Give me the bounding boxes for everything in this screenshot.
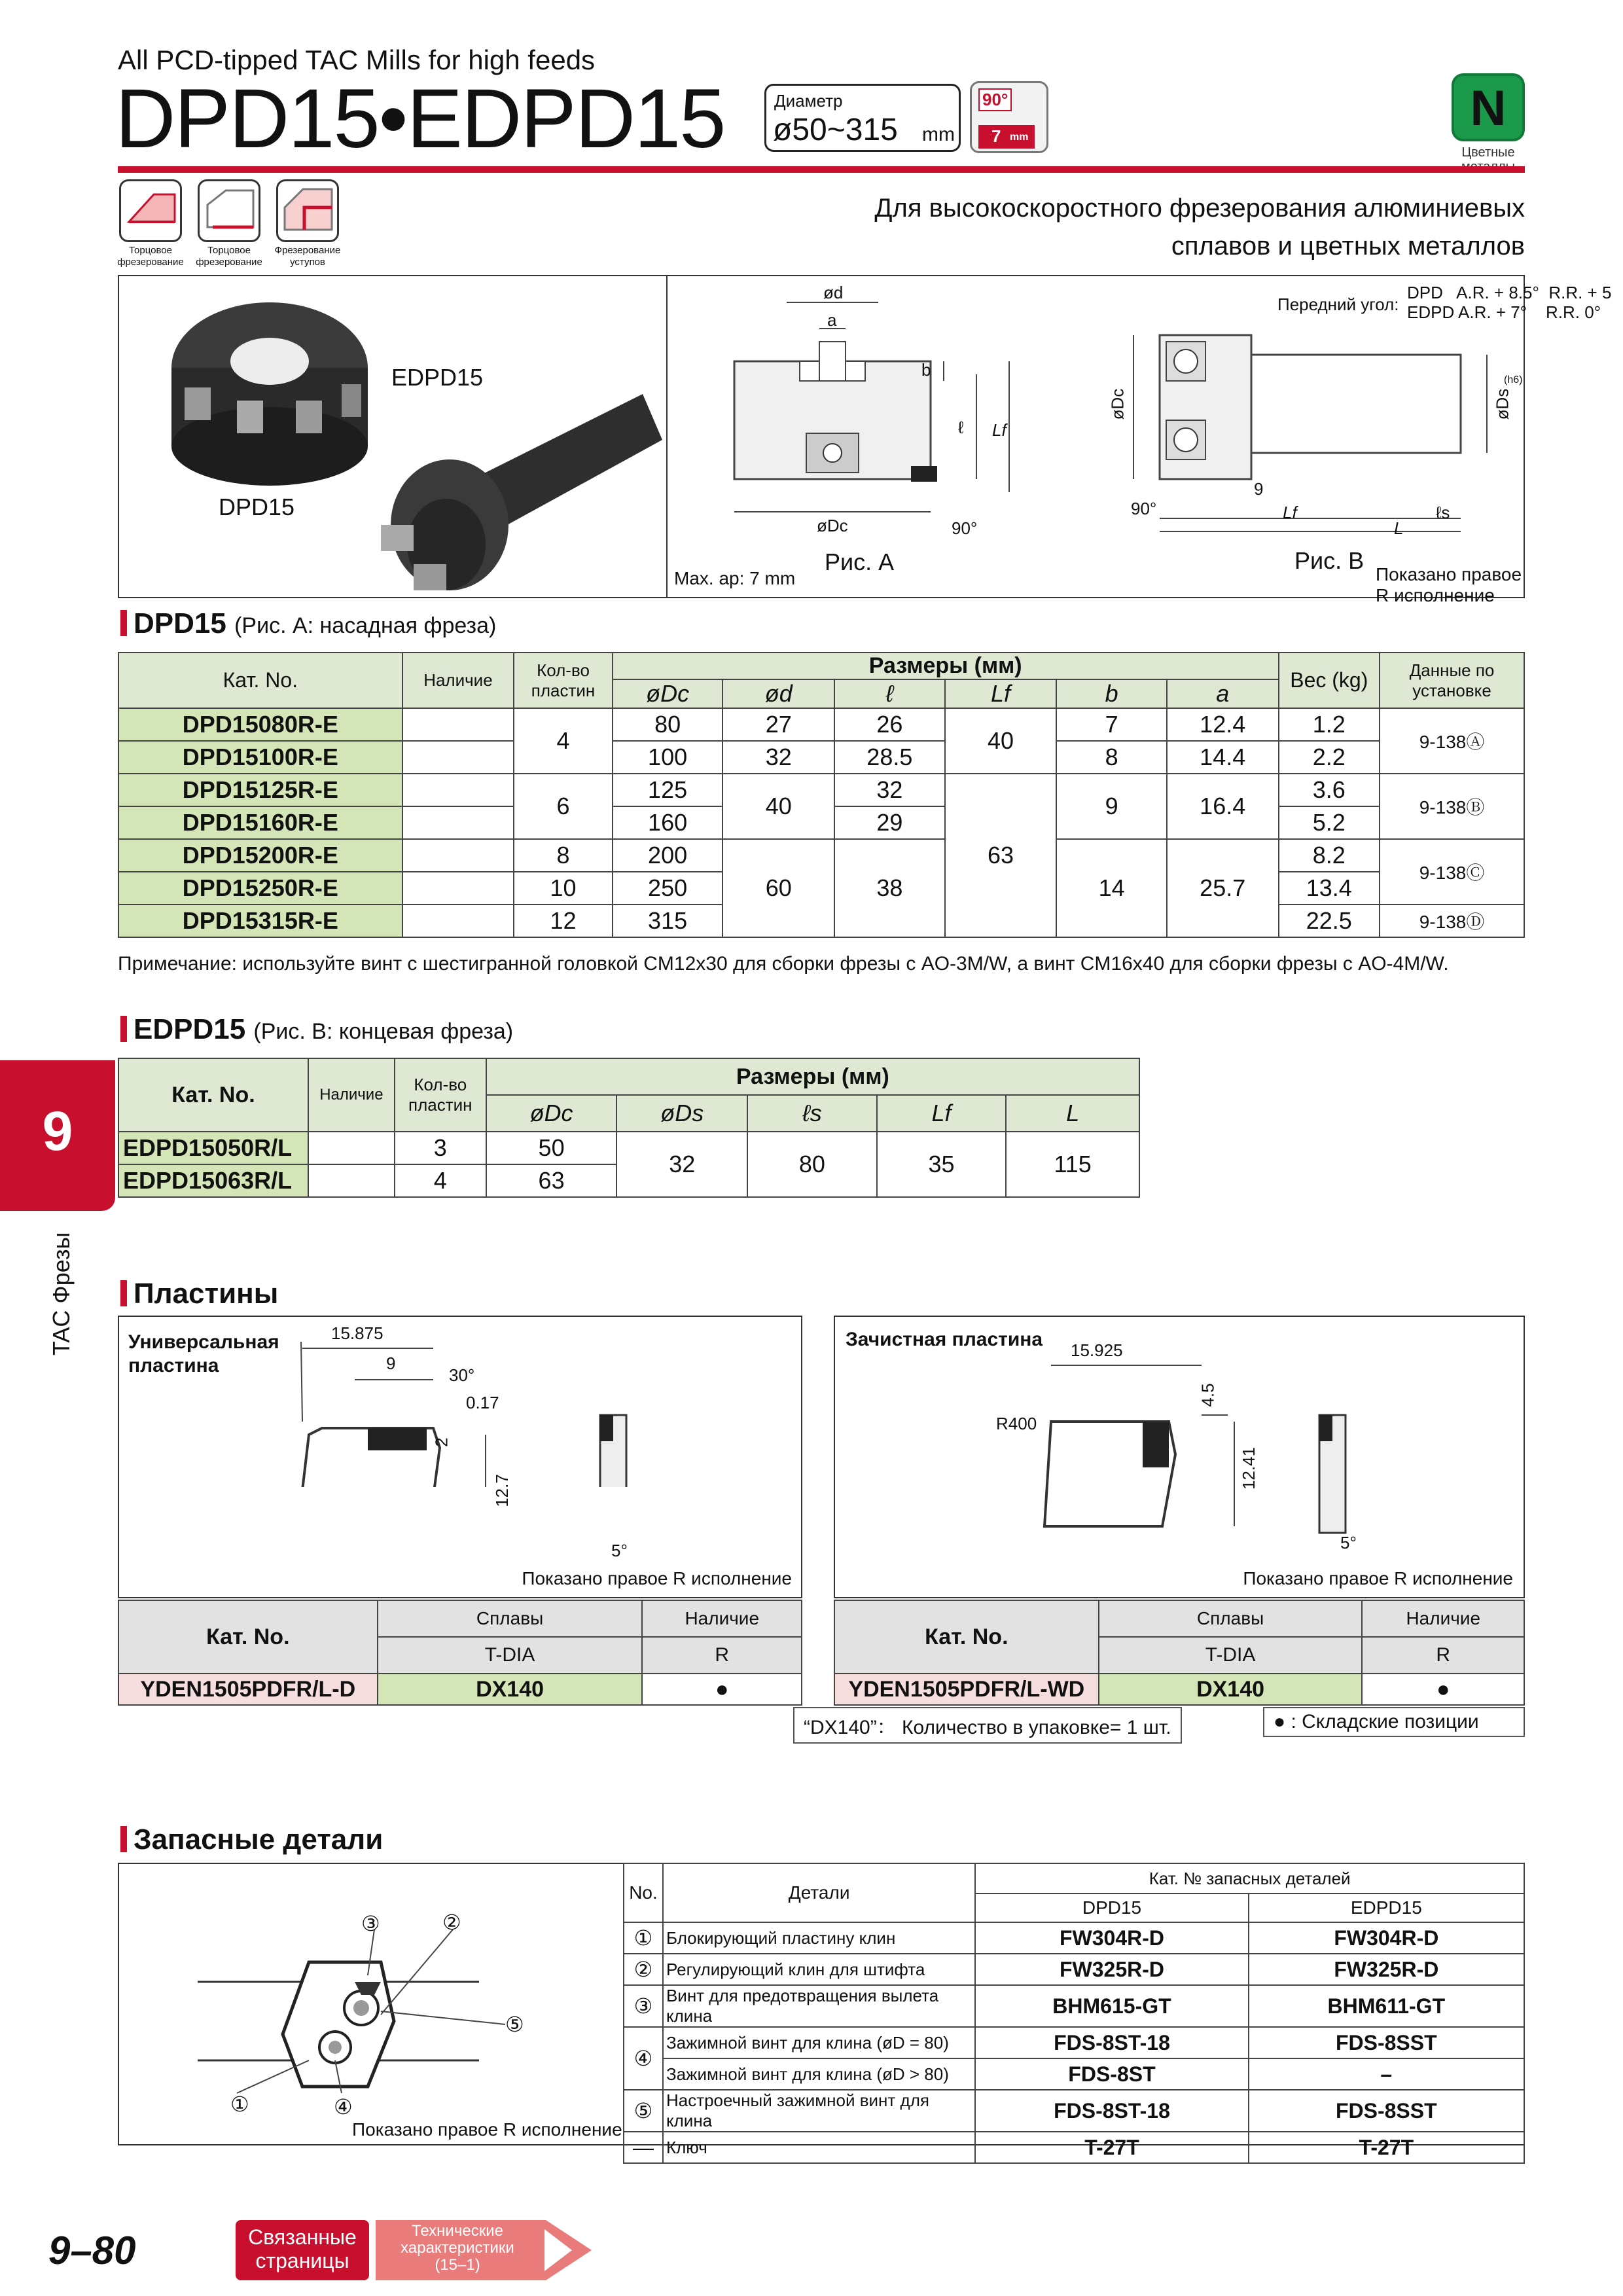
spare-parts-table	[623, 1863, 1525, 2164]
header-rule	[118, 166, 1525, 173]
edpd15-row-2-dc: 63	[486, 1164, 617, 1197]
edpd15-row-1-stock	[308, 1132, 395, 1164]
dpd15-row-4-dc: 160	[613, 806, 723, 839]
fig-a-dim-l: ℓ	[958, 418, 964, 437]
dpd15-inserts-10: 10	[514, 872, 613, 905]
application-label-2: Торцовое фрезерование	[196, 245, 262, 268]
insert-universal-panel	[118, 1316, 802, 1598]
pack-note: “DX140”： Количество в упаковке= 1 шт.	[793, 1707, 1182, 1744]
edpd15-title-text: EDPD15	[134, 1013, 246, 1045]
spare-parts-note: Показано правое R исполнение	[352, 2119, 622, 2140]
stock-note: ● : Складские позиции	[1263, 1707, 1525, 1737]
insert-universal-note: Показано правое R исполнение	[522, 1568, 792, 1588]
dpd15-row-2-weight: 2.2	[1279, 741, 1380, 774]
dpd15-title-text: DPD15	[134, 607, 226, 639]
dpd15-row-2-d: 32	[722, 741, 834, 774]
spare-row-7-part: Ключ	[663, 2132, 975, 2163]
application-icons	[110, 179, 352, 271]
dpd15-d-60: 60	[722, 839, 834, 937]
edpd15-row-1-dc: 50	[486, 1132, 617, 1164]
dpd15-a-164: 16.4	[1167, 774, 1279, 839]
face-milling-icon	[119, 179, 182, 242]
edpd15-header-ls: ℓs	[747, 1095, 877, 1132]
dpd15-subtitle: (Рис. A: насадная фреза)	[234, 613, 497, 638]
diameter-badge	[764, 84, 961, 152]
fig-b-dim-angle: 90°	[1131, 499, 1157, 518]
spare-row-2-dpd: FW325R-D	[975, 1954, 1248, 1985]
dpd15-b-14: 14	[1056, 839, 1167, 937]
dpd15-header-a: a	[1167, 679, 1279, 708]
dpd15-row-4-weight: 5.2	[1279, 806, 1380, 839]
dpd15-note: Примечание: используйте винт с шестигранной головкой CM12x30 для сборки фрезы с AO-3M/W, а винт CM16x40 для сборки фрезы с AO-4M/W.	[118, 953, 1449, 975]
tech-specs-line-1: Технические	[412, 2222, 503, 2240]
callout-2: ②	[442, 1910, 461, 1934]
edpd15-subtitle: (Рис. B: концевая фреза)	[253, 1019, 514, 1044]
spare-row-1-dpd: FW304R-D	[975, 1922, 1248, 1954]
dpd15-header-dims: Размеры (мм)	[613, 653, 1279, 679]
uni-header-alloy: Сплавы	[378, 1600, 643, 1637]
wiper-header-cat: Кат. No.	[834, 1600, 1099, 1674]
dpd15-row-1-d: 27	[722, 708, 834, 741]
insert-wiper-table	[834, 1600, 1525, 1706]
spare-row-7-no: —	[624, 2132, 663, 2163]
wiper-header-alloy-sub: T-DIA	[1099, 1637, 1363, 1674]
related-pages-button[interactable]	[236, 2220, 369, 2280]
wiper-dim-h: 12.41	[1239, 1446, 1259, 1490]
dpd15-row-1-dc: 80	[613, 708, 723, 741]
dpd15-row-2-l: 28.5	[834, 741, 945, 774]
spare-header-no: No.	[624, 1863, 663, 1922]
edpd15-l: 115	[1006, 1132, 1139, 1197]
wiper-row-cat: YDEN1505PDFR/L-WD	[834, 1674, 1099, 1705]
wiper-dim-rel: 5°	[1340, 1533, 1357, 1552]
spare-row-7-dpd: T-27T	[975, 2132, 1248, 2163]
face-milling-2-graphic	[200, 181, 259, 240]
edpd15-row-1-cat: EDPD15050R/L	[118, 1132, 308, 1164]
uni-row-stock: ●	[642, 1674, 802, 1705]
callout-4: ④	[334, 2095, 353, 2119]
fig-a-dim-lf: Lf	[992, 420, 1007, 440]
diameter-unit: mm	[922, 124, 955, 145]
photo-label-edpd15: EDPD15	[391, 364, 484, 391]
angle-depth-icon	[970, 81, 1048, 153]
spare-row-3-dpd: BHM615-GT	[975, 1985, 1248, 2027]
spare-row-4-dpd: FDS-8ST-18	[975, 2027, 1248, 2058]
edpd15-lf: 35	[877, 1132, 1007, 1197]
insert-universal-name-2: пластина	[128, 1355, 219, 1376]
dpd15-header-inserts: Кол-во пластин	[514, 653, 613, 708]
fig-b-dim-dc: øDc	[1107, 388, 1128, 420]
figures-panel	[118, 275, 1612, 605]
dpd15-inserts-12: 12	[514, 905, 613, 937]
dpd15-header-stock: Наличие	[402, 653, 514, 708]
dpd15-row-2-cat: DPD15100R-E	[118, 741, 402, 774]
spare-row-4-part: Зажимной винт для клина (øD = 80)	[663, 2027, 975, 2058]
spare-row-5-part: Зажимной винт для клина (øD > 80)	[663, 2058, 975, 2090]
rake-dpd: DPD A.R. + 8.5° R.R. + 5	[1407, 283, 1612, 302]
dpd15-row-4-cat: DPD15160R-E	[118, 806, 402, 839]
spare-row-1-part: Блокирующий пластину клин	[663, 1922, 975, 1954]
wiper-header-alloy: Сплавы	[1099, 1600, 1363, 1637]
uni-dim-r: 0.17	[466, 1393, 499, 1412]
spare-row-5-dpd: FDS-8ST	[975, 2058, 1248, 2090]
depth-value: 7	[991, 126, 1001, 146]
insert-universal-name-1: Универсальная	[128, 1331, 279, 1353]
dpd15-setup-b[interactable]: 9-138Ⓑ	[1380, 774, 1524, 839]
dpd15-row-3-weight: 3.6	[1279, 774, 1380, 806]
dpd15-row-1-a: 12.4	[1167, 708, 1279, 741]
spare-row-6-edpd: FDS-8SST	[1249, 2090, 1524, 2132]
diameter-value: ø50~315	[773, 113, 898, 147]
tech-specs-line-2: характеристики	[401, 2239, 514, 2257]
dpd15-row-4-l: 29	[834, 806, 945, 839]
dpd15-inserts-8: 8	[514, 839, 613, 872]
insert-wiper-name: Зачистная пластина	[846, 1329, 1043, 1350]
tech-specs-button[interactable]	[376, 2220, 592, 2280]
fig-b-dim-lf: Lf	[1283, 503, 1297, 522]
spare-row-6-dpd: FDS-8ST-18	[975, 2090, 1248, 2132]
edpd15-header-inserts: Кол-во пластин	[395, 1058, 486, 1132]
spare-header-cat: Кат. № запасных деталей	[975, 1863, 1524, 1893]
figure-a	[669, 276, 1068, 597]
dpd15-row-7-stock	[402, 905, 514, 937]
dpd15-row-6-cat: DPD15250R-E	[118, 872, 402, 905]
dpd15-header-setup: Данные по установке	[1380, 653, 1524, 708]
related-pages-line-1: Связанные	[248, 2225, 357, 2249]
depth-unit: mm	[1010, 132, 1029, 143]
dpd15-d-40: 40	[722, 774, 834, 839]
inserts-title: Пластины	[134, 1278, 279, 1310]
spare-header-part: Детали	[663, 1863, 975, 1922]
spare-parts-drawing	[119, 1864, 623, 2145]
angle-label: 90°	[978, 88, 1012, 111]
photo-area	[119, 276, 668, 597]
uni-dim-rel: 5°	[611, 1541, 628, 1560]
dpd15-row-3-l: 32	[834, 774, 945, 806]
dpd15-row-6-stock	[402, 872, 514, 905]
dpd15-row-2-b: 8	[1056, 741, 1167, 774]
fig-b-dim-h6: (h6)	[1504, 374, 1523, 386]
dpd15-inserts-6: 6	[514, 774, 613, 839]
edpd15-ds: 32	[616, 1132, 747, 1197]
shoulder-milling-icon	[276, 179, 339, 242]
dpd15-row-7-cat: DPD15315R-E	[118, 905, 402, 937]
cutter-photo	[119, 276, 666, 597]
shoulder-milling-graphic	[278, 181, 337, 240]
dpd15-l-38: 38	[834, 839, 945, 937]
dpd15-row-5-weight: 8.2	[1279, 839, 1380, 872]
edpd15-row-2-stock	[308, 1164, 395, 1197]
uni-row-grade: DX140	[378, 1674, 643, 1705]
dpd15-row-1-b: 7	[1056, 708, 1167, 741]
dpd15-lf-40: 40	[945, 708, 1057, 774]
spare-row-3-no: ③	[624, 1985, 663, 2027]
dpd15-inserts-4: 4	[514, 708, 613, 774]
insert-wiper-drawing	[835, 1317, 1524, 1566]
material-code: N	[1470, 81, 1507, 136]
dpd15-row-5-cat: DPD15200R-E	[118, 839, 402, 872]
callout-5: ⑤	[505, 2013, 524, 2036]
description-line-1: Для высокоскоростного фрезерования алюминиевых	[874, 194, 1525, 223]
callout-1: ①	[230, 2092, 249, 2116]
fig-a-dim-b: b	[921, 360, 931, 380]
dpd15-a-257: 25.7	[1167, 839, 1279, 937]
fig-a-label: Рис. A	[825, 548, 895, 575]
edpd15-row-2-inserts: 4	[395, 1164, 486, 1197]
fig-a-dim-a: a	[827, 310, 837, 330]
dpd15-row-5-dc: 200	[613, 839, 723, 872]
dpd15-row-1-l: 26	[834, 708, 945, 741]
material-label: Цветные	[1461, 145, 1515, 160]
side-tab-number: 9	[42, 1100, 73, 1162]
spare-parts-title: Запасные детали	[134, 1823, 383, 1856]
edpd15-header-stock: Наличие	[308, 1058, 395, 1132]
dpd15-lf-63: 63	[945, 774, 1057, 937]
uni-header-alloy-sub: T-DIA	[378, 1637, 643, 1674]
dpd15-header-b: b	[1056, 679, 1167, 708]
spare-row-6-part: Настроечный зажимной винт для клина	[663, 2090, 975, 2132]
dpd15-row-6-dc: 250	[613, 872, 723, 905]
spare-row-1-edpd: FW304R-D	[1249, 1922, 1524, 1954]
fig-a-dim-d: ød	[823, 283, 844, 302]
dpd15-row-2-dc: 100	[613, 741, 723, 774]
wiper-header-stock: Наличие	[1362, 1600, 1524, 1637]
edpd15-ls: 80	[747, 1132, 877, 1197]
dpd15-row-7-dc: 315	[613, 905, 723, 937]
dpd15-setup-a[interactable]: 9-138Ⓐ	[1380, 708, 1524, 774]
insert-universal-table	[118, 1600, 802, 1706]
dpd15-row-5-stock	[402, 839, 514, 872]
dpd15-row-1-weight: 1.2	[1279, 708, 1380, 741]
insert-wiper-panel	[834, 1316, 1525, 1598]
fig-b-dim-ls: ℓs	[1436, 503, 1450, 522]
dpd15-row-6-weight: 13.4	[1279, 872, 1380, 905]
dpd15-row-7-weight: 22.5	[1279, 905, 1380, 937]
rake-label: Передний угол:	[1277, 295, 1399, 314]
edpd15-header-dims: Размеры (мм)	[486, 1058, 1139, 1095]
fig-b-dim-l: L	[1394, 518, 1404, 538]
max-ap-label: Max. ap: 7 mm	[674, 568, 796, 588]
edpd15-table	[118, 1058, 1140, 1198]
fig-b-label: Рис. B	[1294, 547, 1364, 574]
application-label-3: Фрезерование уступов	[274, 245, 341, 268]
description-line-2: сплавов и цветных металлов	[1171, 232, 1525, 260]
uni-dim-2: 2	[431, 1437, 452, 1447]
wiper-dim-w: 15.925	[1071, 1340, 1123, 1360]
insert-wiper-note: Показано правое R исполнение	[1243, 1568, 1513, 1588]
side-tab[interactable]	[0, 1060, 115, 1211]
dpd15-setup-d[interactable]: 9-138Ⓓ	[1380, 905, 1524, 937]
wiper-dim-r: R400	[996, 1414, 1037, 1433]
dpd15-table	[118, 652, 1525, 938]
dpd15-row-3-cat: DPD15125R-E	[118, 774, 402, 806]
wiper-row-stock: ●	[1362, 1674, 1524, 1705]
dpd15-row-2-stock	[402, 741, 514, 774]
spare-header-edpd: EDPD15	[1249, 1893, 1524, 1922]
tech-specs-line-3: (15–1)	[435, 2256, 480, 2274]
uni-dim-h: 12.7	[491, 1474, 512, 1507]
page-number: 9–80	[48, 2229, 136, 2272]
application-label-1: Торцовое фрезерование	[117, 245, 184, 268]
page-title: DPD15•EDPD15	[115, 72, 725, 166]
figure-b	[1068, 276, 1612, 605]
callout-3: ③	[361, 1912, 380, 1935]
header-subtitle: All PCD-tipped TAC Mills for high feeds	[118, 45, 596, 75]
dpd15-row-1-stock	[402, 708, 514, 741]
dpd15-row-3-stock	[402, 774, 514, 806]
dpd15-header-weight: Вес (kg)	[1279, 653, 1380, 708]
uni-header-stock-sub: R	[642, 1637, 802, 1674]
dpd15-row-4-stock	[402, 806, 514, 839]
uni-dim-w: 15.875	[331, 1323, 383, 1343]
spare-row-3-edpd: BHM611-GT	[1249, 1985, 1524, 2027]
dpd15-title	[134, 607, 496, 640]
face-milling-2-icon	[198, 179, 260, 242]
rake-edpd: EDPD A.R. + 7° R.R. 0°	[1407, 302, 1601, 322]
dpd15-header-cat: Кат. No.	[118, 653, 402, 708]
dpd15-header-dc: øDc	[613, 679, 723, 708]
edpd15-header-dc: øDc	[486, 1095, 617, 1132]
diameter-label: Диаметр	[774, 91, 843, 111]
spare-row-4-no: ④	[624, 2027, 663, 2090]
dpd15-row-1-cat: DPD15080R-E	[118, 708, 402, 741]
uni-dim-9: 9	[386, 1354, 396, 1373]
edpd15-header-cat: Кат. No.	[118, 1058, 308, 1132]
fig-a-dim-angle: 90°	[952, 518, 978, 538]
face-milling-graphic	[121, 181, 180, 240]
spare-row-2-part: Регулирующий клин для штифта	[663, 1954, 975, 1985]
spare-row-4-edpd: FDS-8SST	[1249, 2027, 1524, 2058]
edpd15-header-l: L	[1006, 1095, 1139, 1132]
wiper-row-grade: DX140	[1099, 1674, 1363, 1705]
uni-dim-angle: 30°	[449, 1365, 475, 1385]
dpd15-b-9: 9	[1056, 774, 1167, 839]
spare-row-7-edpd: T-27T	[1249, 2132, 1524, 2163]
dpd15-header-lf: Lf	[945, 679, 1057, 708]
dpd15-row-3-dc: 125	[613, 774, 723, 806]
spare-row-1-no: ①	[624, 1922, 663, 1954]
edpd15-header-ds: øDs	[616, 1095, 747, 1132]
fig-b-note: Показано правое R исполнение	[1376, 564, 1522, 605]
depth-tag	[978, 125, 1035, 149]
spare-row-6-no: ⑤	[624, 2090, 663, 2132]
fig-b-dim-9: 9	[1254, 479, 1264, 499]
spare-row-2-no: ②	[624, 1954, 663, 1985]
uni-row-cat: YDEN1505PDFR/L-D	[118, 1674, 378, 1705]
fig-a-dim-dc: øDc	[817, 516, 848, 535]
side-tab-label: TAC Фрезы	[48, 1232, 75, 1355]
dpd15-setup-c[interactable]: 9-138Ⓒ	[1380, 839, 1524, 905]
edpd15-row-2-cat: EDPD15063R/L	[118, 1164, 308, 1197]
insert-universal-drawing	[119, 1317, 801, 1487]
edpd15-title	[134, 1013, 513, 1046]
material-badge	[1452, 73, 1525, 141]
spare-row-5-edpd: –	[1249, 2058, 1524, 2090]
related-pages-line-2: страницы	[255, 2249, 349, 2272]
fig-b-dim-ds: øDs	[1492, 388, 1512, 420]
wiper-header-stock-sub: R	[1362, 1637, 1524, 1674]
edpd15-header-lf: Lf	[877, 1095, 1007, 1132]
edpd15-row-1-inserts: 3	[395, 1132, 486, 1164]
spare-header-dpd: DPD15	[975, 1893, 1248, 1922]
spare-row-2-edpd: FW325R-D	[1249, 1954, 1524, 1985]
uni-header-stock: Наличие	[642, 1600, 802, 1637]
uni-header-cat: Кат. No.	[118, 1600, 378, 1674]
dpd15-row-2-a: 14.4	[1167, 741, 1279, 774]
dpd15-header-d: ød	[722, 679, 834, 708]
spare-row-3-part: Винт для предотвращения вылета клина	[663, 1985, 975, 2027]
wiper-dim-h1: 4.5	[1198, 1383, 1218, 1407]
photo-label-dpd15: DPD15	[219, 493, 295, 520]
dpd15-header-l: ℓ	[834, 679, 945, 708]
